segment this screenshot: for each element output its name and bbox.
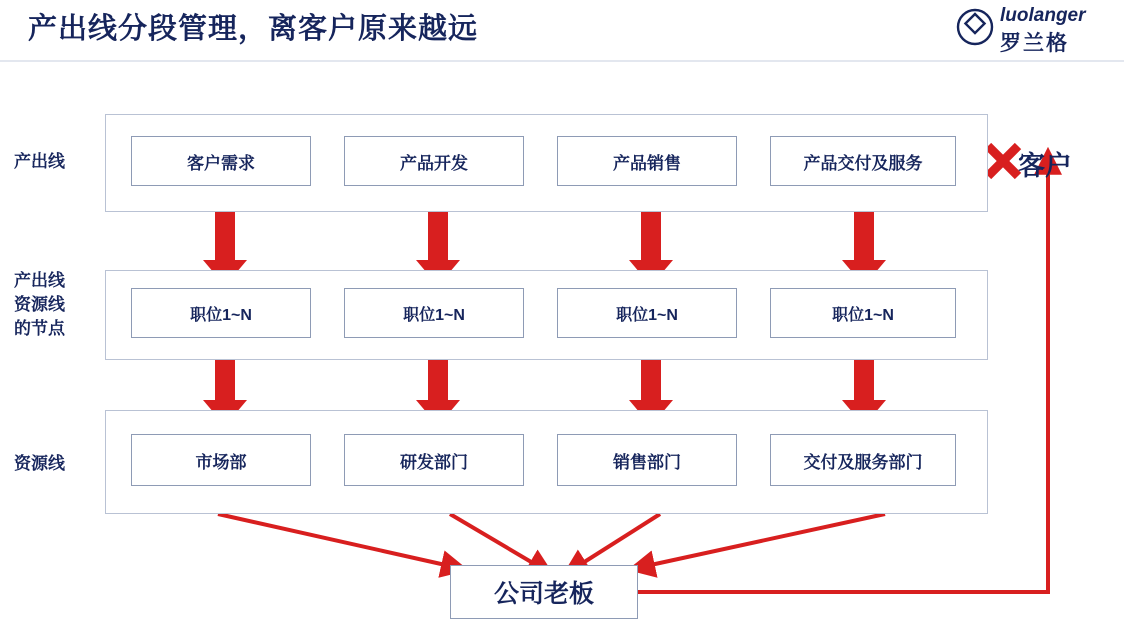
node-output-3[interactable]: 产品销售 [557,136,737,186]
node-position-2[interactable]: 职位1~N [344,288,524,338]
logo-text-en: luolanger [1000,5,1086,26]
node-position-3[interactable]: 职位1~N [557,288,737,338]
page-title: 产出线分段管理，离客户原来越远 [28,13,479,45]
diamond-logo-icon [956,8,994,46]
row-label-resource-nodes: 产出线 资源线 的节点 [14,271,65,338]
node-department-4[interactable]: 交付及服务部门 [770,434,956,486]
node-position-4[interactable]: 职位1~N [770,288,956,338]
node-boss[interactable]: 公司老板 [450,565,638,619]
node-output-2[interactable]: 产品开发 [344,136,524,186]
logo-text-cn: 罗兰格 [1000,32,1069,55]
row-label-resource-line: 资源线 [14,454,65,473]
node-department-1[interactable]: 市场部 [131,434,311,486]
row-label-output-line: 产出线 [14,152,65,171]
page-header [0,0,1124,62]
node-output-4[interactable]: 产品交付及服务 [770,136,956,186]
customer-label: 客户 [1018,151,1072,181]
node-position-1[interactable]: 职位1~N [131,288,311,338]
brand-logo [956,2,1116,54]
node-output-1[interactable]: 客户需求 [131,136,311,186]
node-department-3[interactable]: 销售部门 [557,434,737,486]
node-department-2[interactable]: 研发部门 [344,434,524,486]
diagram-canvas [0,62,1124,634]
